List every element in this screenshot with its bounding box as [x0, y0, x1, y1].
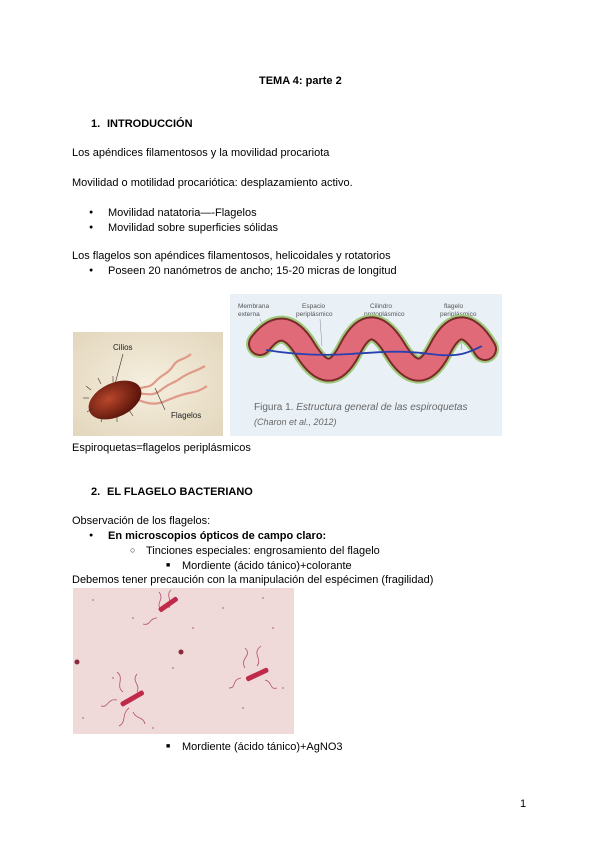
label-espacio-2: periplásmico	[296, 311, 333, 318]
list-item-tinciones: ○ Tinciones especiales: engrosamiento del flagelo	[146, 545, 380, 557]
paragraph-movilidad: Movilidad o motilidad procariótica: desplazamiento activo.	[72, 177, 353, 189]
section-2-heading: EL FLAGELO BACTERIANO	[107, 486, 253, 498]
figure-reference: (Charon et al., 2012)	[254, 417, 337, 427]
list-item: ● Movilidad sobre superficies sólidas	[108, 222, 278, 234]
section-1-number: 1.	[91, 118, 101, 130]
page-number: 1	[520, 798, 527, 810]
label-flagelo: flagelo	[444, 303, 464, 310]
section-2-number: 2.	[91, 486, 101, 498]
paragraph-espiroquetas: Espiroquetas=flagelos periplásmicos	[72, 442, 251, 454]
micrograph-image	[73, 588, 294, 734]
label-membrana-2: externa	[238, 311, 260, 318]
dot	[75, 660, 80, 665]
list-item-mordiente-colorante: ■ Mordiente (ácido tánico)+colorante	[182, 560, 352, 572]
bacterium-figure	[73, 332, 223, 436]
label-cilindro-2: protoplásmico	[364, 311, 405, 318]
spirochete-figure	[230, 294, 502, 436]
paragraph-observacion: Observación de los flagelos:	[72, 515, 211, 527]
label-flagelos: Flagelos	[171, 411, 202, 420]
label-flagelo-2: periplásmico	[440, 311, 477, 318]
list-item: ● Poseen 20 nanómetros de ancho; 15-20 micras de longitud	[108, 265, 397, 277]
dot	[179, 650, 184, 655]
figure-caption: Figura 1. Estructura general de las espiroquetas	[254, 402, 468, 413]
list-item: ● Movilidad natatoria—-Flagelos	[108, 207, 257, 219]
label-membrana: Membrana	[238, 303, 270, 310]
section-1-heading: INTRODUCCIÓN	[107, 118, 193, 130]
page-title: TEMA 4: parte 2	[259, 75, 342, 87]
label-cilindro: Cilindro	[370, 303, 393, 310]
paragraph-apendices: Los apéndices filamentosos y la movilidad procariota	[72, 147, 330, 159]
paragraph-precaucion: Debemos tener precaución con la manipulación del espécimen (fragilidad)	[72, 574, 434, 586]
list-item-mordiente-agno3: ■ Mordiente (ácido tánico)+AgNO3	[182, 741, 343, 753]
list-item-microscopios: ● En microscopios ópticos de campo claro:	[108, 530, 326, 542]
label-cilios: Cilios	[113, 343, 133, 352]
label-espacio: Espacio	[302, 303, 326, 310]
paragraph-flagelos: Los flagelos son apéndices filamentosos, helicoidales y rotatorios	[72, 250, 391, 262]
